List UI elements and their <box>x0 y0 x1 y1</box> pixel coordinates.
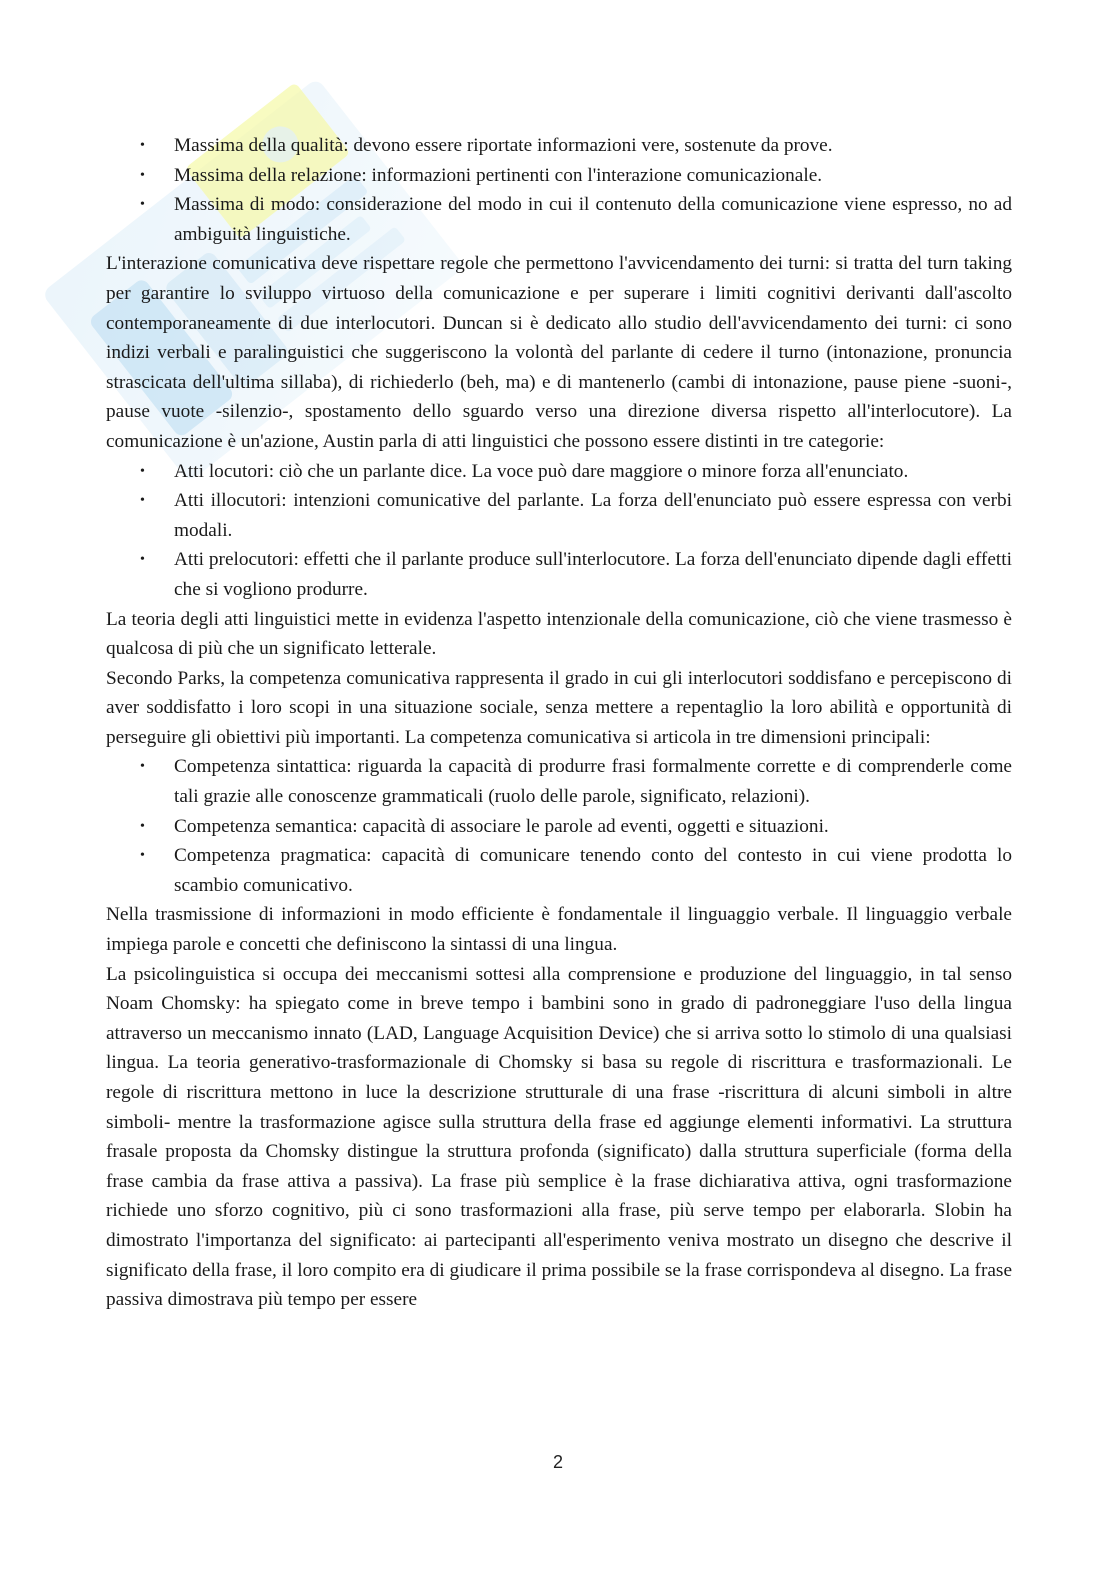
bullet-list-maxims <box>106 131 1012 249</box>
page-number: 2 <box>552 1452 563 1472</box>
paragraph: Secondo Parks, la competenza comunicativa rappresenta il grado in cui gli interlocutori soddisfano e percepiscono di aver soddisfatto i loro scopi in una situazione sociale, senza mettere a repentaglio la loro abilità e opportunità di perseguire gli obiettivi più importanti. La competenza comunicativa si articola in tre dimensioni principali: <box>106 667 1012 748</box>
bullet-icon: • <box>140 552 145 568</box>
paragraph: La teoria degli atti linguistici mette in evidenza l'aspetto intenzionale della comunicazione, ciò che viene trasmesso è qualcosa di più che un significato letterale. <box>106 608 1012 660</box>
bullet-icon: • <box>140 138 145 153</box>
list-item: • Competenza semantica: capacità di associare le parole ad eventi, oggetti e situazioni. <box>106 812 1012 842</box>
paragraph: Nella trasmissione di informazioni in modo efficiente è fondamentale il linguaggio verbale. Il linguaggio verbale impiega parole e concetti che definiscono la sintassi di una lingua. <box>106 904 1012 956</box>
list-item: • Massima della relazione: informazioni pertinenti con l'interazione comunicazionale. <box>106 161 1012 191</box>
list-item: • Atti prelocutori: effetti che il parlante produce sull'interlocutore. La forza dell'enunciato dipende dagli effetti che si vogliono produrre. <box>106 545 1012 604</box>
paragraph: L'interazione comunicativa deve rispettare regole che permettono l'avvicendamento dei turni: si tratta del turn taking per garantire lo sviluppo virtuoso della comunicazione e per superare i limiti cognitivi derivanti dall'ascolto contemporaneamente di due interlocutori. Duncan si è dedicato allo studio dell'avvicendamento dei turni: ci sono indizi verbali e paralinguistici che suggeriscono la volontà del parlante di cedere il turno (intonazione, pronuncia strascicata dell'ultima sillaba), di richiederlo (beh, ma) e di mantenerlo (cambi di intonazione, pause piene -suoni-, pause vuote -silenzio-, spostamento dello sguardo verso una direzione diversa rispetto all'interlocutore). La comunicazione è un'azione, Austin parla di atti linguistici che possono essere distinti in tre categorie: <box>106 253 1012 452</box>
bullet-icon: • <box>140 848 145 864</box>
bullet-icon: • <box>140 167 145 183</box>
bullet-icon: • <box>140 759 145 775</box>
bullet-icon: • <box>140 197 145 213</box>
bullet-list-speech-acts <box>106 457 1012 605</box>
bullet-icon: • <box>140 463 145 479</box>
list-item: • Competenza pragmatica: capacità di comunicare tenendo conto del contesto in cui viene prodotta lo scambio comunicativo. <box>106 841 1012 900</box>
list-item: • Massima della qualità: devono essere riportate informazioni vere, sostenute da prove. <box>106 131 1012 161</box>
list-item: • Massima di modo: considerazione del modo in cui il contenuto della comunicazione viene espresso, no ad ambiguità linguistiche. <box>106 190 1012 249</box>
bullet-icon: • <box>140 818 145 834</box>
bullet-list-competences <box>106 752 1012 900</box>
bullet-icon: • <box>140 493 145 509</box>
list-item: • Atti illocutori: intenzioni comunicative del parlante. La forza dell'enunciato può essere espressa con verbi modali. <box>106 486 1012 545</box>
list-item: • Atti locutori: ciò che un parlante dice. La voce può dare maggiore o minore forza all'enunciato. <box>106 457 1012 487</box>
document-body <box>106 131 1012 1315</box>
paragraph: La psicolinguistica si occupa dei meccanismi sottesi alla comprensione e produzione del linguaggio, in tal senso Noam Chomsky: ha spiegato come in breve tempo i bambini sono in grado di padroneggiare l'uso della lingua attraverso un meccanismo innato (LAD, Language Acquisition Device) che si arriva sotto lo stimolo di una qualsiasi lingua. La teoria generativo-trasformazionale di Chomsky si basa su regole di riscrittura e trasformazionali. Le regole di riscrittura mettono in luce la descrizione strutturale di una frase -riscrittura di alcuni simboli in altre simboli- mentre la trasformazione agisce sulla struttura della frase ed aggiunge elementi informativi. La struttura frasale proposta da Chomsky distingue la struttura profonda (significato) dalla struttura superficiale (forma della frase cambia da frase attiva a passiva). La frase più semplice è la frase dichiarativa attiva, ogni trasformazione richiede uno sforzo cognitivo, più ci sono trasformazioni alla frase, più serve tempo per elaborarla. Slobin ha dimostrato l'importanza del significato: ai partecipanti all'esperimento veniva mostrato un disegno che descrive il significato della frase, il loro compito era di giudicare il prima possibile se la frase corrispondeva al disegno. La frase passiva dimostrava più tempo per essere <box>106 963 1012 1311</box>
list-item: • Competenza sintattica: riguarda la capacità di produrre frasi formalmente corrette e di comprenderle come tali grazie alle conoscenze grammaticali (ruolo delle parole, significato, relazioni). <box>106 752 1012 811</box>
